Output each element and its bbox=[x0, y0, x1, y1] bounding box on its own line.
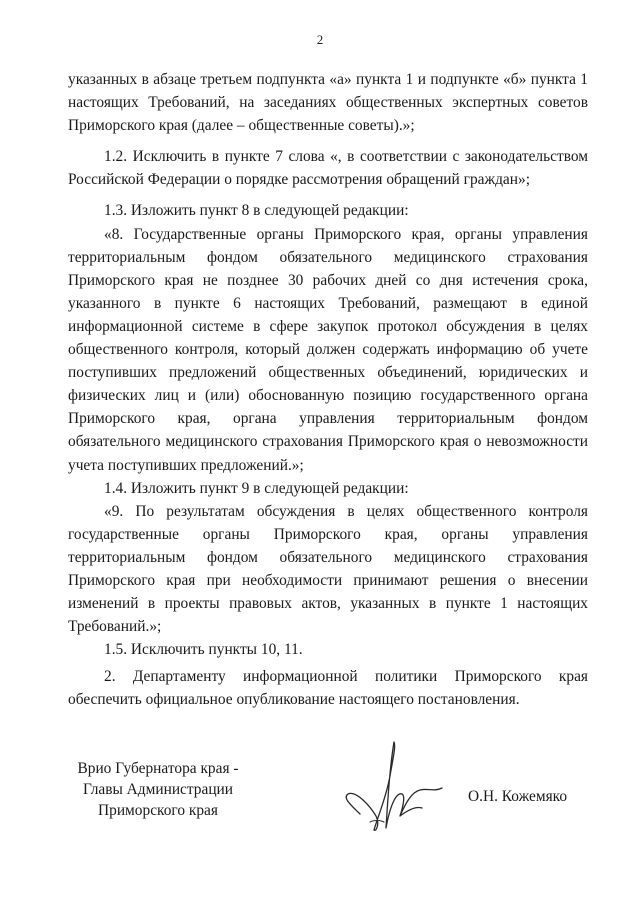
document-body bbox=[68, 68, 588, 712]
paragraph-1-5: 1.5. Исключить пункты 10, 11. bbox=[104, 641, 303, 659]
paragraph-point-8: «8. Государственные органы Приморского края, органы управления территориальным фондом обязательного медицинского страхования Приморского края не позднее 30 рабочих дней со дня истечения срока, указанного в пункте 6 настоящих Требований, размещают в единой информационной системе в сфере закупок протокол обсуждения в целях общественного контроля, который должен содержать информацию об учете поступивших предложений общественных объединений, юридических и физических лиц и (или) обоснованную позицию государственного органа Приморского края, органа управления территориальным фондом обязательного медицинского страхования Приморского края о невозможности учета поступивших предложений.»; bbox=[68, 225, 588, 474]
page-number: 2 bbox=[316, 32, 324, 47]
signer-position-line: Главы Администрации bbox=[82, 781, 234, 798]
handwritten-signature bbox=[330, 736, 450, 846]
signer-name: О.Н. Кожемяко bbox=[468, 788, 568, 805]
paragraph-1-4: 1.4. Изложить пункт 9 в следующей редакции: bbox=[104, 479, 409, 497]
signer-position bbox=[58, 758, 258, 821]
paragraph-2: 2. Департаменту информационной политики Приморского края обеспечить официальное опубликование настоящего постановления. bbox=[68, 668, 588, 709]
paragraph-point-9: «9. По результатам обсуждения в целях общественного контроля государственные органы Приморского края, органы управления территориальным фондом обязательного медицинского страхования Приморского края при необходимости принимают решения о внесении изменений в проекты правовых актов, указанных в пункте 1 настоящих Требований.»; bbox=[68, 502, 588, 636]
signer-position-line: Врио Губернатора края - bbox=[77, 760, 239, 777]
paragraph-1-3: 1.3. Изложить пункт 8 в следующей редакции: bbox=[104, 202, 409, 220]
paragraph-1-2: 1.2. Исключить в пункте 7 слова «, в соответствии с законодательством Российской Федерации о порядке рассмотрения обращений граждан»; bbox=[68, 148, 588, 189]
paragraph-continuation: указанных в абзаце третьем подпункта «а» пункта 1 и подпункте «б» пункта 1 настоящих Требований, на заседаниях общественных экспертных советов Приморского края (далее – общественные советы).»; bbox=[68, 71, 588, 135]
signer-position-line: Приморского края bbox=[98, 802, 218, 819]
